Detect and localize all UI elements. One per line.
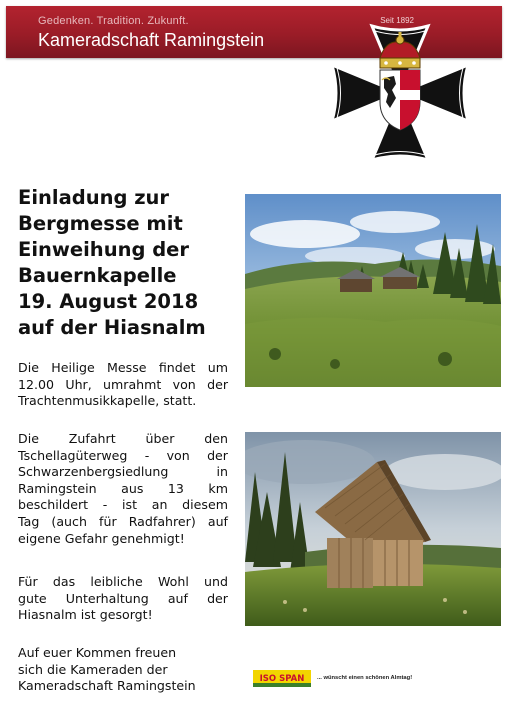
header-since: Seit 1892 [380, 16, 414, 25]
coat-of-arms-icon [380, 70, 420, 130]
event-heading [18, 185, 238, 341]
cross-emblem-logo [322, 18, 478, 168]
heading-line: Einladung zur [18, 186, 170, 209]
paragraph-line: Tschellagüterweg - von der [18, 447, 228, 463]
chapel-photo [245, 432, 501, 626]
heading-line: Bauernkapelle [18, 264, 177, 287]
alpine-meadow-photo [245, 194, 501, 387]
isospan-logo [253, 670, 311, 687]
paragraph-line: Die Heilige Messe findet um [18, 360, 228, 375]
paragraph-line: eigene Gefahr genehmigt! [18, 530, 185, 546]
paragraph-line: Die Zufahrt über den [18, 431, 228, 446]
header-tagline: Gedenken. Tradition. Zukunft. [38, 15, 189, 27]
paragraph-line: Kameradschaft Ramingstein [18, 678, 196, 694]
header-title: Kameradschaft Ramingstein [38, 30, 265, 50]
paragraph-line: Trachtenmusikkapelle, statt. [18, 393, 197, 409]
paragraph-line: Hiasnalm ist gesorgt! [18, 607, 153, 623]
paragraph-line: sich die Kameraden der [18, 661, 168, 677]
paragraph-line: Auf euer Kommen freuen [18, 645, 177, 660]
paragraph-line: beschildert - ist an diesem [18, 497, 228, 513]
paragraph-line: Für das leibliche Wohl und [18, 574, 228, 589]
svg-text:ISO SPAN: ISO SPAN [259, 674, 305, 684]
paragraph-line: Schwarzenbergsiedlung in [18, 464, 228, 480]
paragraph-line: Tag (auch für Radfahrer) auf [18, 513, 228, 529]
heading-line: 19. August 2018 [18, 290, 199, 313]
paragraph-line: Ramingstein aus 13 km [18, 480, 228, 496]
heading-line: Einweihung der [18, 238, 190, 261]
heading-line: auf der Hiasnalm [18, 316, 206, 339]
mass-info-paragraph [18, 360, 228, 410]
catering-info-paragraph [18, 574, 228, 624]
paragraph-line: gute Unterhaltung auf der [18, 590, 228, 606]
access-info-paragraph [18, 431, 228, 547]
sponsor-slogan: ... wünscht einen schönen Almtag! [317, 675, 413, 681]
closing-paragraph [18, 645, 228, 695]
heading-line: Bergmesse mit [18, 212, 183, 235]
paragraph-line: 12.00 Uhr, umrahmt von der [18, 376, 228, 392]
